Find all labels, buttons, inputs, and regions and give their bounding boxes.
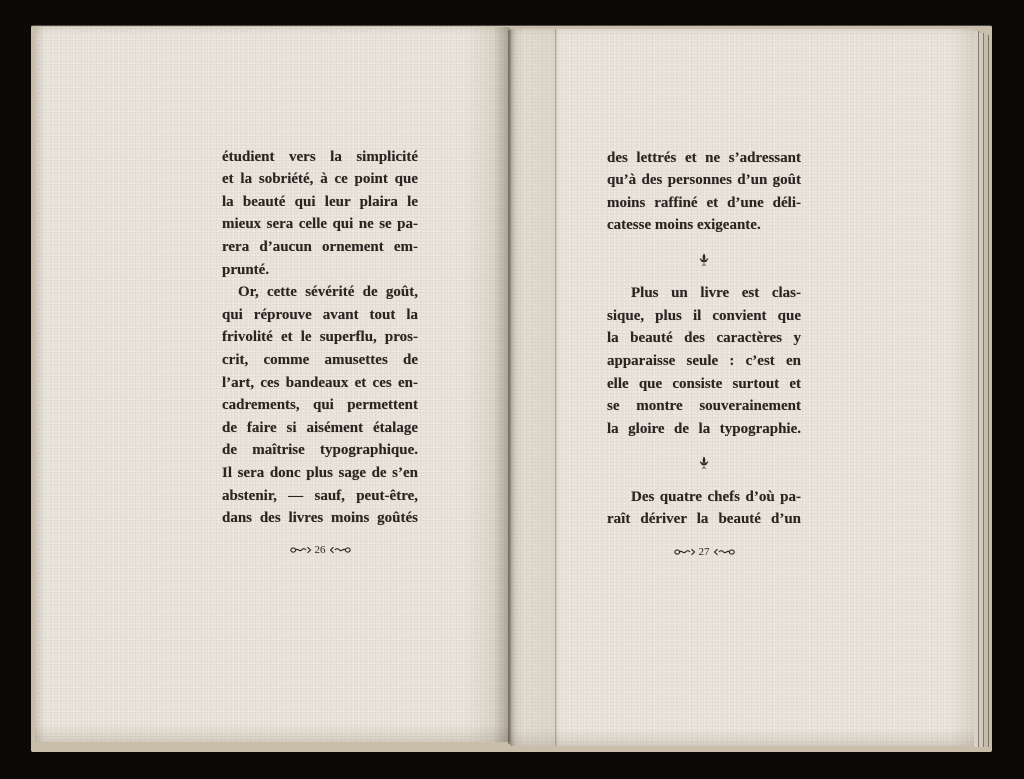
text-line: Des quatre chefs d’où pa- bbox=[631, 488, 801, 505]
left-page bbox=[35, 27, 510, 742]
text-line: étudient vers la simplicité bbox=[222, 148, 418, 165]
text-line: raît dériver la beauté d’un bbox=[607, 511, 801, 528]
page-number: 27 bbox=[698, 546, 710, 558]
page-number-footer bbox=[222, 542, 418, 558]
text-line: prunté. bbox=[222, 261, 270, 278]
right-page bbox=[510, 29, 974, 746]
text-line: moins raffiné et d’une déli- bbox=[607, 194, 801, 211]
text-line: la beauté des caractères y bbox=[607, 330, 801, 347]
text-line: des lettrés et ne s’adressant bbox=[607, 149, 801, 166]
book-gutter bbox=[508, 30, 511, 744]
page-number: 26 bbox=[314, 544, 326, 556]
text-line: de faire si aisément étalage bbox=[222, 419, 418, 436]
text-line: rera d’aucun ornement em- bbox=[222, 239, 418, 256]
text-line: la beauté qui leur plaira le bbox=[222, 193, 418, 210]
text-line: cadrements, qui permettent bbox=[222, 397, 418, 414]
text-line: se montre souverainement bbox=[607, 398, 801, 415]
text-line: qu’à des personnes d’un goût bbox=[607, 172, 801, 189]
text-line: Il sera donc plus sage de s’en bbox=[222, 465, 418, 481]
text-line: elle que consiste surtout et bbox=[607, 375, 801, 392]
text-line: l’art, ces bandeaux et ces en- bbox=[222, 374, 418, 391]
text-line: mieux sera celle qui ne se pa- bbox=[222, 216, 418, 233]
folio-ornament-icon bbox=[329, 546, 351, 554]
text-line: Plus un livre est clas- bbox=[631, 285, 801, 302]
folio-ornament-icon bbox=[290, 546, 312, 554]
left-page-text bbox=[222, 146, 418, 530]
folio-ornament-icon bbox=[713, 548, 735, 556]
fleur-de-lis-icon bbox=[607, 440, 801, 485]
text-line: dans des livres moins goûtés bbox=[222, 510, 418, 527]
inserted-leaf-edge bbox=[510, 29, 556, 746]
text-line: crit, comme amusettes de bbox=[222, 352, 418, 369]
text-line: Or, cette sévérité de goût, bbox=[238, 284, 418, 301]
page-number-footer bbox=[607, 544, 801, 560]
fleur-de-lis-icon bbox=[607, 237, 801, 282]
text-line: la gloire de la typographie. bbox=[607, 420, 801, 437]
text-line: et la sobriété, à ce point que bbox=[222, 171, 418, 188]
text-line: frivolité et le superflu, pros- bbox=[222, 329, 418, 346]
text-line: qui réprouve avant tout la bbox=[222, 306, 418, 323]
text-line: apparaisse seule : c’est en bbox=[607, 353, 801, 370]
page-stack-edge bbox=[984, 35, 989, 747]
folio-ornament-icon bbox=[674, 548, 696, 556]
text-line: de maîtrise typographique. bbox=[222, 442, 418, 459]
text-line: abstenir, — sauf, peut-être, bbox=[222, 487, 418, 504]
right-page-text bbox=[607, 147, 801, 531]
text-line: sique, plus il convient que bbox=[607, 307, 801, 324]
text-line: catesse moins exigeante. bbox=[607, 217, 761, 234]
